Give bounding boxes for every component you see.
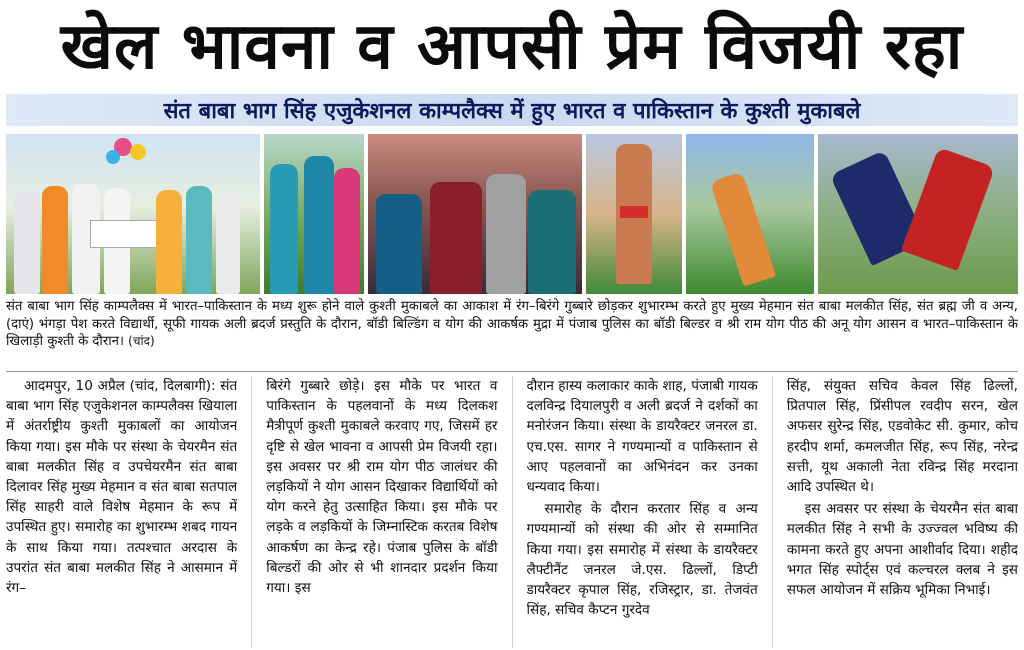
wrestler-figure <box>901 147 995 271</box>
subheadline-banner <box>6 94 1018 126</box>
singer-figure <box>430 182 482 294</box>
trunks-shape <box>620 206 648 218</box>
divider-rule <box>6 371 1018 372</box>
dancer-figure <box>270 164 298 294</box>
article-body <box>6 376 1018 648</box>
article-column-1 <box>6 376 237 648</box>
person-figure <box>14 190 40 294</box>
caption-credit: (चांद) <box>128 334 155 348</box>
person-figure <box>486 174 526 294</box>
paragraph: दौरान हास्य कलाकार काके शाह, पंजाबी गायक दलविन्द्र दियालपुरी व अली ब्रदर्ज ने दर्शकों का मनोरंजन किया। संस्था के डायरैक्टर जनरल डा. एच.एस. सागर ने गण्यमान्यों व पाकिस्तान से आए पहलवानों का अभिनंदन कर उनका धन्यवाद किया। <box>526 378 758 496</box>
yoga-figure <box>710 171 776 286</box>
photo-bodybuilder <box>586 134 682 294</box>
dancer-figure <box>304 156 334 294</box>
photo-caption <box>6 298 1018 368</box>
article-column-2 <box>266 376 497 648</box>
photo-sufi-singers <box>368 134 582 294</box>
singer-figure <box>376 194 422 294</box>
article-column-4 <box>787 376 1018 648</box>
paragraph: समारोह के दौरान करतार सिंह व अन्य गण्यमान्यों को संस्था की ओर से सम्मानित किया गया। इस समारोह में संस्था के डायरैक्टर लैफ्टीनैंट जनरल जे.एस. ढिल्लों, डिप्टी डायरैक्टर कृपाल सिंह, रजिस्ट्रार, डा. तेजवंत सिंह, सचिव कैप्टन गुरदेव <box>526 501 758 619</box>
column-divider <box>512 376 513 648</box>
subheadline: संत बाबा भाग सिंह एजुकेशनल काम्पलैक्स में हुए भारत व पाकिस्तान के कुश्ती मुकाबले <box>163 99 861 124</box>
headline: खेल भावना व आपसी प्रेम विजयी रहा <box>60 9 964 84</box>
column-divider <box>251 376 252 648</box>
paragraph: सिंह, संयुक्त सचिव केवल सिंह ढिल्लों, प्रितपाल सिंह, प्रिंसीपल रवदीप सरन, खेल अफसर सुरेन्द्र सिंह, एडवोकेट सी. कुमार, कोच हरदीप शर्मा, कमलजीत सिंह, रूप सिंह, नरेन्द्र सत्ती, यूथ अकाली नेता रविन्द्र सिंह मरदाना आदि उपस्थित थे। <box>786 378 1018 496</box>
singer-figure <box>528 190 576 294</box>
balloon-icon <box>130 144 146 160</box>
photo-yoga <box>686 134 814 294</box>
photo-balloon-release <box>6 134 260 294</box>
column-divider <box>772 376 773 648</box>
paragraph: आदमपुर, 10 अप्रैल (चांद, दिलबागी): संत बाबा भाग सिंह एजुकेशनल काम्पलैक्स खियाला में अंतर्राष्ट्रीय कुश्ती मुकाबलों का आयोजन किया गया। इस मौके पर संस्था के चेयरमैन संत बाबा मलकीत सिंह व उपचेयरमैन संत बाबा दिलावर सिंह मुख्य मेहमान व संत बाबा सतपाल सिंह साहरी वाले विशेष मेहमान के रूप में उपस्थित हुए। समारोह का शुभारम्भ शबद गायन के साथ किया गया। तत्पश्चात अरदास के उपरांत संत बाबा मलकीत सिंह ने आसमान में रंग– <box>6 378 238 597</box>
balloon-icon <box>106 150 120 164</box>
person-figure <box>186 186 212 294</box>
dancer-figure <box>334 168 360 294</box>
paragraph: बिरंगे गुब्बारे छोड़े। इस मौके पर भारत व पाकिस्तान के पहलवानों के मध्य दिलकश मैत्रीपूर्ण कुश्ती मुकाबले करवाए गए, जिसमें हर दृष्टि से खेल भावना व आपसी प्रेम विजयी रहा। इस अवसर पर श्री राम योग पीठ जालंधर की लड़कियों ने योग आसन दिखाकर विद्यार्थियों को योग करने हेतु उत्साहित किया। इस मौके पर लड़के व लड़कियों के जिम्नास्टिक करतब विशेष आकर्षण का केन्द्र रहे। पंजाब पुलिस के बॉडी बिल्डरों की ओर से भी शानदार प्रदर्शन किया गया। इस <box>266 378 498 597</box>
article-column-3 <box>527 376 758 648</box>
photo-strip <box>6 134 1018 294</box>
photo-bhangra <box>264 134 364 294</box>
person-figure <box>42 186 68 294</box>
person-figure <box>156 190 182 294</box>
caption-text: संत बाबा भाग सिंह काम्पलैक्स में भारत–पाकिस्तान के मध्य शुरू होने वाले कुश्ती मुकाबले का आकाश में रंग–बिरंगे गुब्बारे छोड़कर शुभारम्भ करते हुए मुख्य मेहमान संत बाबा मलकीत सिंह, संत ब्रह्म जी व अन्य, (दाएं) भंगड़ा पेश करते विद्यार्थी, सूफी गायक अली ब्रदर्ज प्रस्तुति के दौरान, बॉडी बिल्डिंग व योग की आकर्षक मुद्रा में पंजाब पुलिस का बॉडी बिल्डर व श्री राम योग पीठ की अनू योग आसन व भारत–पाकिस्तान के खिलाड़ी कुश्ती के दौरान। <box>6 299 1018 349</box>
person-figure <box>216 192 240 294</box>
photo-wrestling <box>818 134 1018 294</box>
paragraph: इस अवसर पर संस्था के चेयरमैन संत बाबा मलकीत सिंह ने सभी के उज्ज्वल भविष्य की कामना करते हुए अपना आशीर्वाद दिया। शहीद भगत सिंह स्पोर्ट्स एवं कल्चरल क्लब ने इस सफल आयोजन में सक्रिय भूमिका निभाई। <box>786 501 1018 599</box>
